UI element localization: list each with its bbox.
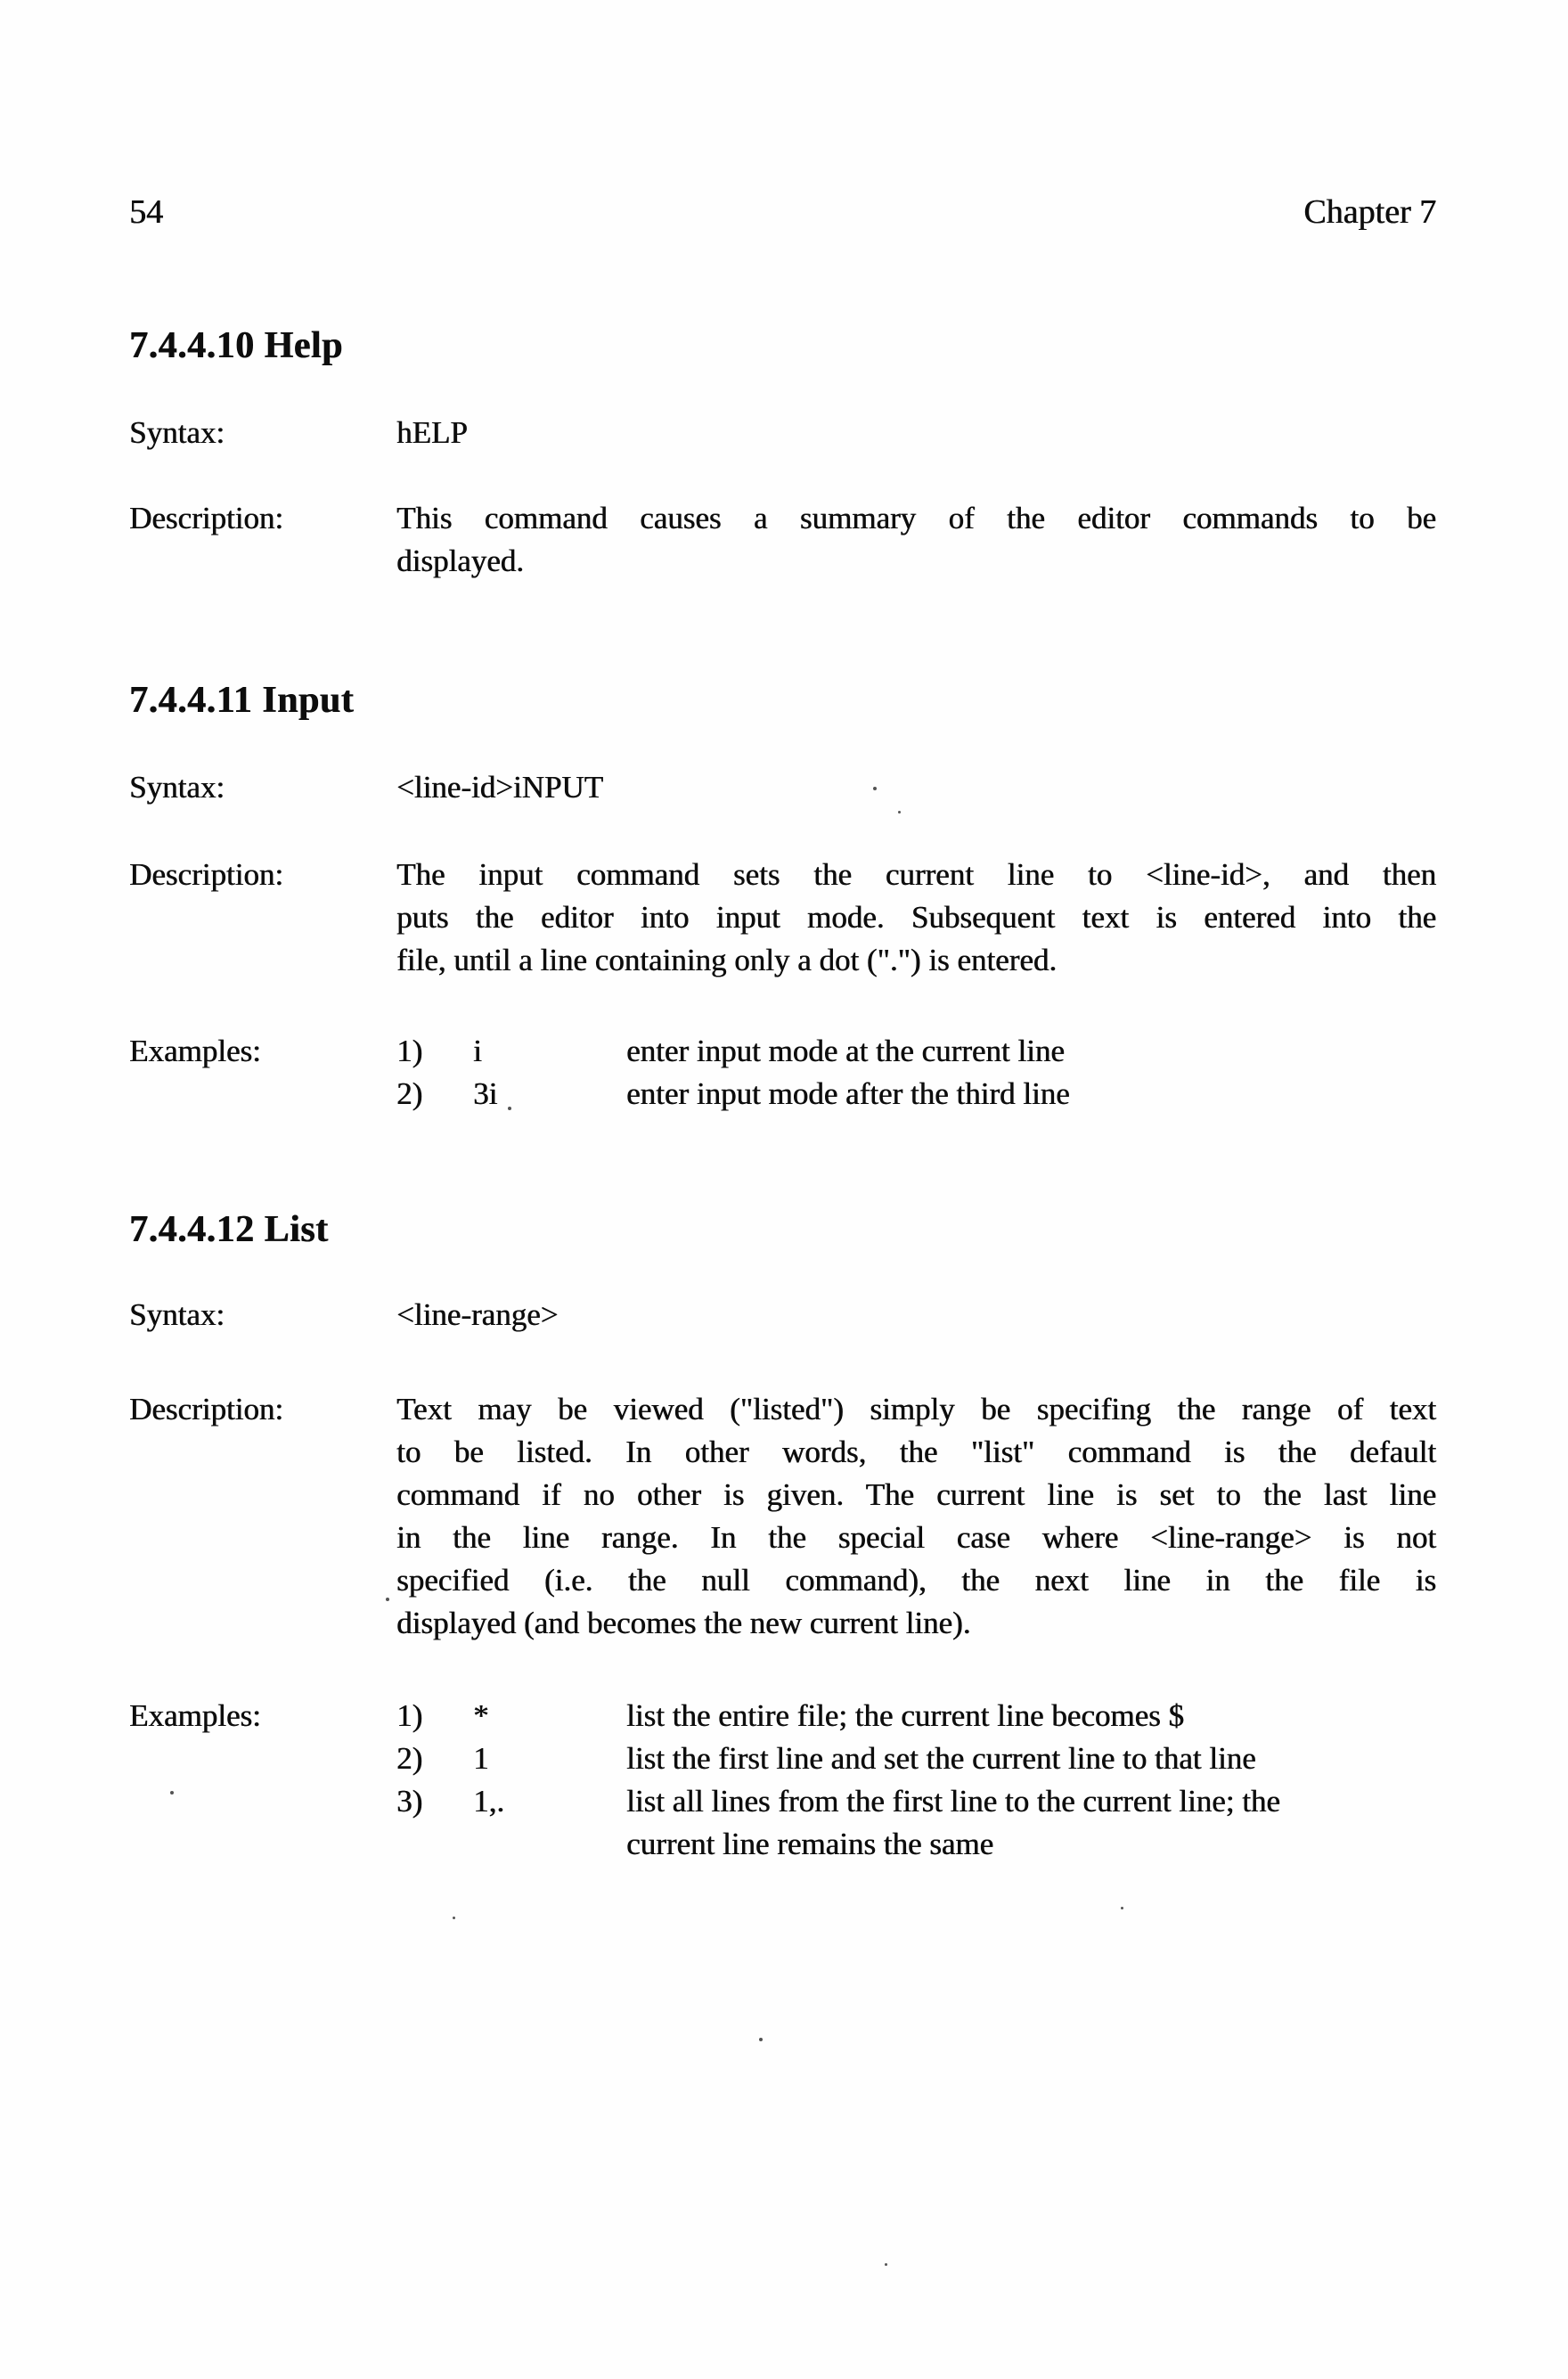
scan-speck — [885, 2263, 887, 2266]
description-label: Description: — [129, 1392, 284, 1427]
example-number: 2) — [396, 1741, 423, 1776]
example-item — [396, 1737, 1436, 1780]
example-number: 1) — [396, 1698, 423, 1733]
example-command: 3i — [473, 1076, 498, 1111]
syntax-row — [129, 1294, 1436, 1337]
example-description — [626, 1030, 1436, 1073]
syntax-value: <line-id>iNPUT — [396, 770, 603, 805]
scan-speck — [898, 811, 901, 813]
section-heading-list: 7.4.4.12 List — [129, 1209, 329, 1250]
scan-speck — [1121, 1907, 1123, 1909]
description-line: displayed (and becomes the new current line). — [396, 1606, 971, 1640]
section-input — [129, 677, 1436, 1116]
examples-list — [396, 1695, 1436, 1866]
example-command: 1,. — [473, 1784, 504, 1819]
scan-speck — [508, 1107, 511, 1110]
description-label: Description: — [129, 857, 284, 892]
description-line: in the line range. In the special case where <line-range> is not — [396, 1520, 1436, 1555]
example-description — [626, 1073, 1436, 1116]
description-line: The input command sets the current line to <line-id>, and then — [396, 857, 1436, 892]
syntax-label: Syntax: — [129, 415, 225, 450]
examples-label: Examples: — [129, 1034, 261, 1068]
description-line: Text may be viewed ("listed") simply be specifing the range of text — [396, 1392, 1436, 1427]
page-header — [129, 0, 1436, 233]
description-text — [396, 497, 1436, 583]
section-list — [129, 1206, 1436, 1866]
description-row — [129, 854, 1436, 982]
example-number: 3) — [396, 1784, 423, 1819]
description-text — [396, 854, 1436, 982]
example-item — [396, 1695, 1436, 1737]
description-line: to be listed. In other words, the "list" command is the default — [396, 1435, 1436, 1469]
description-line: This command causes a summary of the editor commands to be — [396, 501, 1436, 535]
example-command: * — [473, 1698, 489, 1733]
example-item — [396, 1780, 1436, 1866]
example-description — [626, 1737, 1436, 1780]
example-command: 1 — [473, 1741, 489, 1776]
scan-speck — [386, 1598, 389, 1601]
description-row — [129, 497, 1436, 583]
syntax-value: hELP — [396, 415, 468, 450]
example-number: 1) — [396, 1034, 423, 1068]
example-description-line: list the entire file; the current line becomes $ — [626, 1698, 1184, 1733]
page-number: 54 — [129, 193, 163, 231]
examples-list — [396, 1030, 1436, 1116]
section-help — [129, 323, 1436, 583]
syntax-row — [129, 412, 1436, 454]
example-item — [396, 1073, 1436, 1116]
example-description-line: current line remains the same — [626, 1827, 994, 1861]
page-content — [129, 0, 1436, 1866]
description-line: displayed. — [396, 544, 524, 578]
description-row — [129, 1388, 1436, 1645]
scan-speck — [873, 787, 877, 790]
examples-row — [129, 1030, 1436, 1116]
description-line: command if no other is given. The current line is set to the last line — [396, 1477, 1436, 1512]
example-description-line: list all lines from the first line to the current line; the — [626, 1784, 1280, 1819]
description-label: Description: — [129, 501, 284, 535]
example-description-line: list the first line and set the current line to that line — [626, 1741, 1256, 1776]
description-line: specified (i.e. the null command), the next line in the file is — [396, 1563, 1436, 1598]
description-line: puts the editor into input mode. Subsequent text is entered into the — [396, 900, 1436, 935]
section-heading-help: 7.4.4.10 Help — [129, 325, 343, 366]
examples-row — [129, 1695, 1436, 1866]
section-heading-input: 7.4.4.11 Input — [129, 680, 355, 721]
example-description-line: enter input mode at the current line — [626, 1034, 1065, 1068]
examples-label: Examples: — [129, 1698, 261, 1733]
scan-speck — [453, 1917, 455, 1919]
example-description — [626, 1780, 1436, 1866]
syntax-label: Syntax: — [129, 1297, 225, 1332]
description-text — [396, 1388, 1436, 1645]
chapter-label: Chapter 7 — [1303, 193, 1436, 231]
scan-speck — [170, 1791, 174, 1794]
syntax-row — [129, 766, 1436, 809]
example-description — [626, 1695, 1436, 1737]
syntax-value: <line-range> — [396, 1297, 559, 1332]
example-number: 2) — [396, 1076, 423, 1111]
scan-speck — [759, 2038, 763, 2041]
example-command: i — [473, 1034, 482, 1068]
example-description-line: enter input mode after the third line — [626, 1076, 1070, 1111]
example-item — [396, 1030, 1436, 1073]
syntax-label: Syntax: — [129, 770, 225, 805]
description-line: file, until a line containing only a dot (".") is entered. — [396, 943, 1058, 977]
